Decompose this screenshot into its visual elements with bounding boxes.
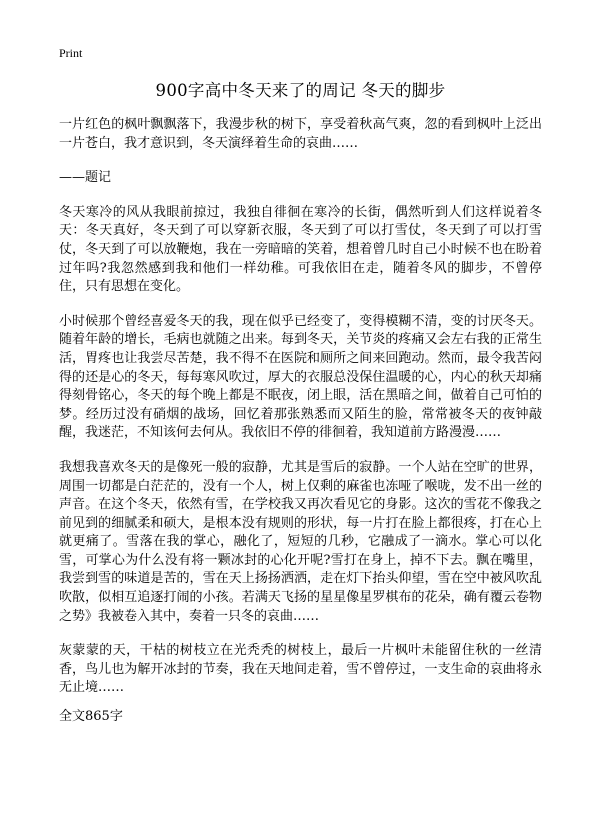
paragraph-1: 冬天寒冷的风从我眼前掠过，我独自徘徊在寒冷的长街，偶然听到人们这样说着冬天：冬天真好，冬天到了可以穿新衣服，冬天到了可以打雪仗，冬天到了可以打雪仗，冬天到了可以放鞭炮，我在一旁暗暗的笑着，想着曾几时自己小时候不也在盼着过年吗?我忽然感到我和他们一样幼稚。可我依旧在走，随着冬风的脚步，不曾停住，只有思想在变化。 — [59, 204, 542, 295]
print-link[interactable]: Print — [59, 46, 83, 60]
article-body — [59, 116, 542, 714]
page-title: 900字高中冬天来了的周记 冬天的脚步 — [155, 81, 446, 100]
paragraph-4: 灰蒙蒙的天，干枯的树枝立在光秃秃的树枝上，最后一片枫叶未能留住秋的一丝清香，鸟儿也为解开冰封的节奏，我在天地间走着，雪不曾停过，一支生命的哀曲将永无止境…… — [59, 643, 542, 696]
paragraph-3: 我想我喜欢冬天的是像死一般的寂静，尤其是雪后的寂静。一个人站在空旷的世界，周围一切都是白茫茫的，没有一个人，树上仅剩的麻雀也冻哑了喉咙，发不出一丝的声音。在这个冬天，依然有雪，在学校我又再次看见它的身影。这次的雪花不像我之前见到的细腻柔和硕大，是根本没有规则的形状，每一片打在脸上都很疼，打在心上就更痛了。雪落在我的掌心，融化了，短短的几秒，它融成了一滴水。掌心可以化雪，可掌心为什么没有将一颗冰封的心化开呢?雪打在身上，掉不下去。飘在嘴里，我尝到雪的味道是苦的，雪在天上扬扬洒洒，走在灯下抬头仰望，雪在空中被风吹乱吹散，似相互追逐打闹的小孩。若满天飞扬的星星像星罗棋布的花朵，确有覆云卷物之势》我被卷入其中，奏着一只冬的哀曲…… — [59, 459, 542, 624]
word-count: 全文865字 — [59, 709, 123, 724]
paragraph-2: 小时候那个曾经喜爱冬天的我，现在似乎已经变了，变得模糊不清，变的讨厌冬天。随着年龄的增长，毛病也就随之出来。每到冬天，关节炎的疼痛又会左右我的正常生活，胃疼也让我尝尽苦楚，我不得不在医院和厕所之间来回跑动。然而，最令我苦闷得的还是心的冬天，每每寒风吹过，厚大的衣服总没保住温暖的心，内心的秋天却痛得刻骨铭心，冬天的每个晚上都是不眠夜，闭上眼，活在黑暗之间，做着自己可怕的梦。经历过没有硝烟的战场，回忆着那张熟悉而又陌生的脸，常常被冬天的夜钟敲醒，我迷茫，不知该何去何从。我依旧不停的徘徊着，我知道前方路漫漫…… — [59, 313, 542, 441]
paragraph-intro: 一片红色的枫叶飘飘落下，我漫步秋的树下，享受着秋高气爽，忽的看到枫叶上泛出一片苍白，我才意识到，冬天演绎着生命的哀曲…… — [59, 117, 542, 151]
paragraph-epigraph-label: ——题记 — [59, 170, 112, 186]
